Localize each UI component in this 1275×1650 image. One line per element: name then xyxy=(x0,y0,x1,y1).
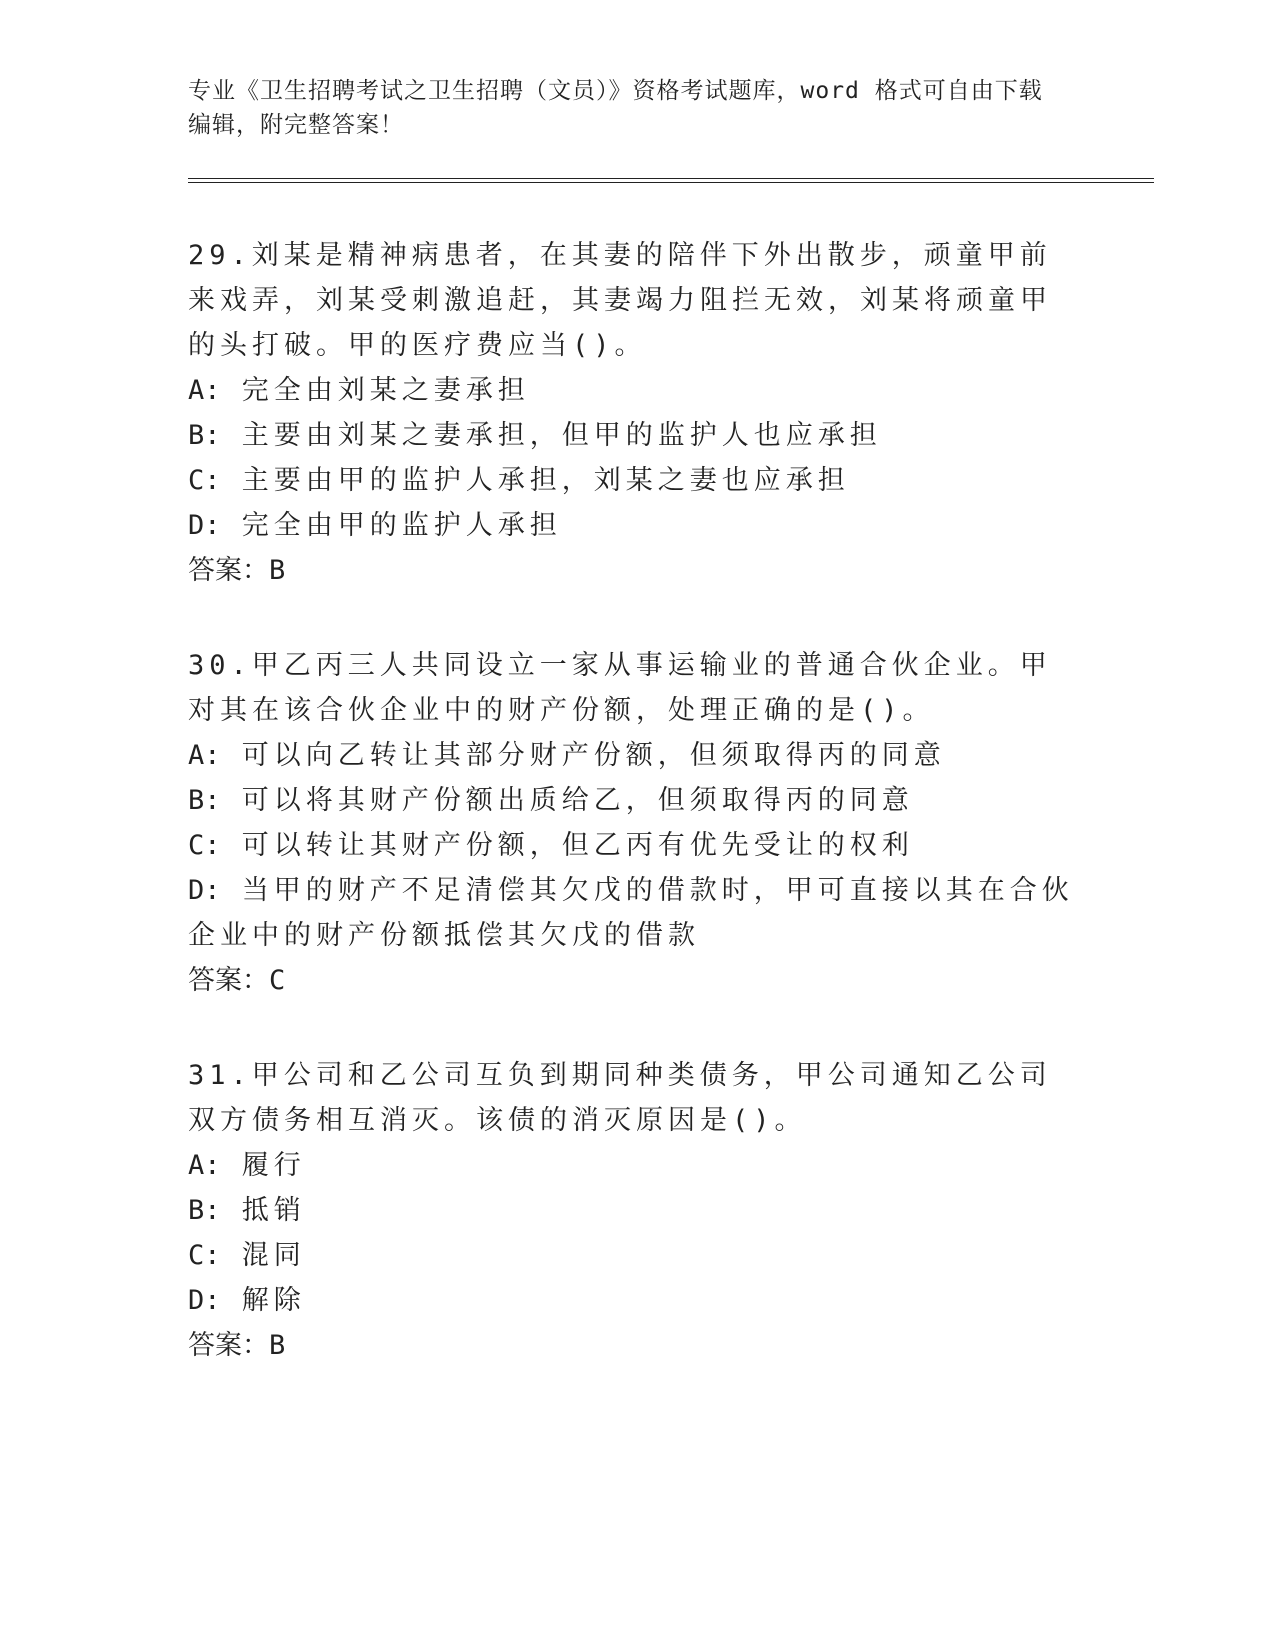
option-text: 完全由刘某之妻承担 xyxy=(241,375,530,406)
option-text: 完全由甲的监护人承担 xyxy=(241,510,562,541)
option-text: 可以将其财产份额出质给乙，但须取得丙的同意 xyxy=(241,785,914,816)
option-letter: A: xyxy=(188,375,221,406)
header-divider-top xyxy=(188,178,1154,179)
document-header xyxy=(188,74,1088,142)
answer-line: 答案：B xyxy=(188,555,286,586)
option-d xyxy=(188,503,1078,548)
option-letter: B: xyxy=(188,1195,221,1226)
header-line-2: 编辑，附完整答案！ xyxy=(188,112,404,138)
answer-line: 答案：C xyxy=(188,965,286,996)
option-a xyxy=(188,368,1078,413)
question-stem: 30.甲乙丙三人共同设立一家从事运输业的普通合伙企业。甲对其在该合伙企业中的财产份额，处理正确的是()。 xyxy=(188,650,1052,726)
question-29 xyxy=(188,233,1078,593)
option-text: 抵销 xyxy=(241,1195,306,1226)
option-letter: A: xyxy=(188,1150,221,1181)
option-letter: A: xyxy=(188,740,221,771)
option-b xyxy=(188,1188,1078,1233)
option-text: 解除 xyxy=(241,1285,306,1316)
option-d xyxy=(188,868,1078,958)
option-text: 主要由甲的监护人承担，刘某之妻也应承担 xyxy=(241,465,850,496)
option-text: 混同 xyxy=(241,1240,306,1271)
option-letter: C: xyxy=(188,830,221,861)
question-stem: 31.甲公司和乙公司互负到期同种类债务，甲公司通知乙公司双方债务相互消灭。该债的消灭原因是()。 xyxy=(188,1060,1052,1136)
option-d xyxy=(188,1278,1078,1323)
option-text: 主要由刘某之妻承担，但甲的监护人也应承担 xyxy=(241,420,882,451)
option-c xyxy=(188,458,1078,503)
option-c xyxy=(188,823,1078,868)
question-stem: 29.刘某是精神病患者，在其妻的陪伴下外出散步，顽童甲前来戏弄，刘某受刺激追赶，其妻竭力阻拦无效，刘某将顽童甲的头打破。甲的医疗费应当()。 xyxy=(188,240,1052,361)
option-letter: D: xyxy=(188,510,221,541)
question-30 xyxy=(188,643,1078,1003)
option-a xyxy=(188,1143,1078,1188)
option-letter: D: xyxy=(188,1285,221,1316)
option-text: 可以转让其财产份额，但乙丙有优先受让的权利 xyxy=(241,830,914,861)
question-31 xyxy=(188,1053,1078,1368)
option-letter: B: xyxy=(188,420,221,451)
option-b xyxy=(188,413,1078,458)
option-text: 当甲的财产不足清偿其欠戊的借款时，甲可直接以其在合伙企业中的财产份额抵偿其欠戊的借款 xyxy=(188,875,1074,951)
header-divider-bottom xyxy=(188,182,1154,183)
option-letter: B: xyxy=(188,785,221,816)
header-line-1: 专业《卫生招聘考试之卫生招聘（文员）》资格考试题库，word 格式可自由下载 xyxy=(188,78,1043,104)
option-letter: C: xyxy=(188,465,221,496)
option-b xyxy=(188,778,1078,823)
option-text: 履行 xyxy=(241,1150,306,1181)
option-letter: D: xyxy=(188,875,221,906)
option-c xyxy=(188,1233,1078,1278)
answer-line: 答案：B xyxy=(188,1330,286,1361)
option-text: 可以向乙转让其部分财产份额，但须取得丙的同意 xyxy=(241,740,946,771)
option-a xyxy=(188,733,1078,778)
option-letter: C: xyxy=(188,1240,221,1271)
